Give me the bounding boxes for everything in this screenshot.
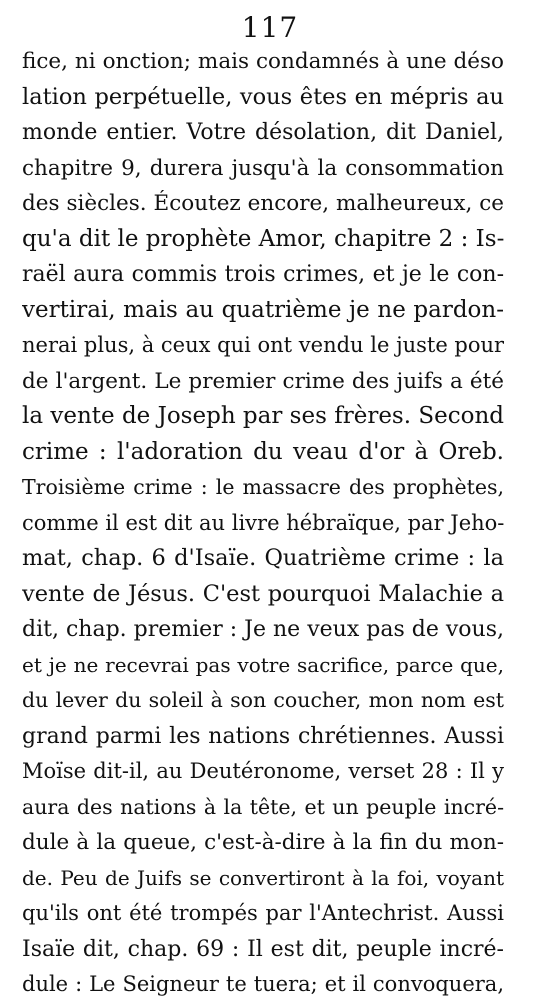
text-line: et je ne recevrai pas votre sacrifice, parce que,: [22, 652, 504, 677]
text-line: qu'ils ont été trompés par l'Antechrist. Aussi: [22, 901, 504, 925]
body-text: [22, 44, 504, 1003]
text-line: Moïse dit-il, au Deutéronome, verset 28 : Il y: [22, 759, 504, 783]
text-line: dule à la queue, c'est-à-dire à la fin du mon-: [22, 830, 504, 855]
text-line: dule : Le Seigneur te tuera; et il convoquera,: [22, 972, 504, 996]
text-line: vente de Jésus. C'est pourquoi Malachie a: [22, 580, 504, 607]
page-number: 117: [241, 11, 299, 44]
text-line: des siècles. Écoutez encore, malheureux, ce: [22, 191, 504, 216]
text-line: lation perpétuelle, vous êtes en mépris au: [22, 83, 504, 110]
text-line: qu'a dit le prophète Amor, chapitre 2 : Is-: [22, 225, 504, 252]
text-line: nerai plus, à ceux qui ont vendu le juste pour: [22, 333, 504, 357]
text-line: Troisième crime : le massacre des prophètes,: [22, 475, 504, 499]
text-line: aura des nations à la tête, et un peuple incré-: [22, 794, 504, 819]
text-line: de l'argent. Le premier crime des juifs a été: [22, 368, 504, 394]
text-line: dit, chap. premier : Je ne veux pas de vous,: [22, 617, 504, 642]
text-line: chapitre 9, durera jusqu'à la consommation: [22, 155, 504, 181]
text-line: comme il est dit au livre hébraïque, par Jeho-: [22, 510, 504, 535]
text-line: monde entier. Votre désolation, dit Daniel,: [22, 120, 504, 145]
text-line: vertirai, mais au quatrième je ne pardon-: [22, 296, 504, 323]
text-line: de. Peu de Juifs se convertiront à la foi, voyant: [22, 865, 504, 890]
text-line: la vente de Joseph par ses frères. Second: [22, 403, 504, 429]
text-line: Isaïe dit, chap. 69 : Il est dit, peuple incré-: [22, 936, 504, 962]
text-line: mat, chap. 6 d'Isaïe. Quatrième crime : la: [22, 545, 504, 571]
text-line: crime : l'adoration du veau d'or à Oreb.: [22, 438, 504, 465]
text-line: grand parmi les nations chrétiennes. Aussi: [22, 723, 504, 749]
text-line: du lever du soleil à son coucher, mon nom est: [22, 688, 504, 712]
text-line: fice, ni onction; mais condamnés à une déso: [22, 49, 504, 74]
text-line: raël aura commis trois crimes, et je le con-: [22, 262, 504, 287]
